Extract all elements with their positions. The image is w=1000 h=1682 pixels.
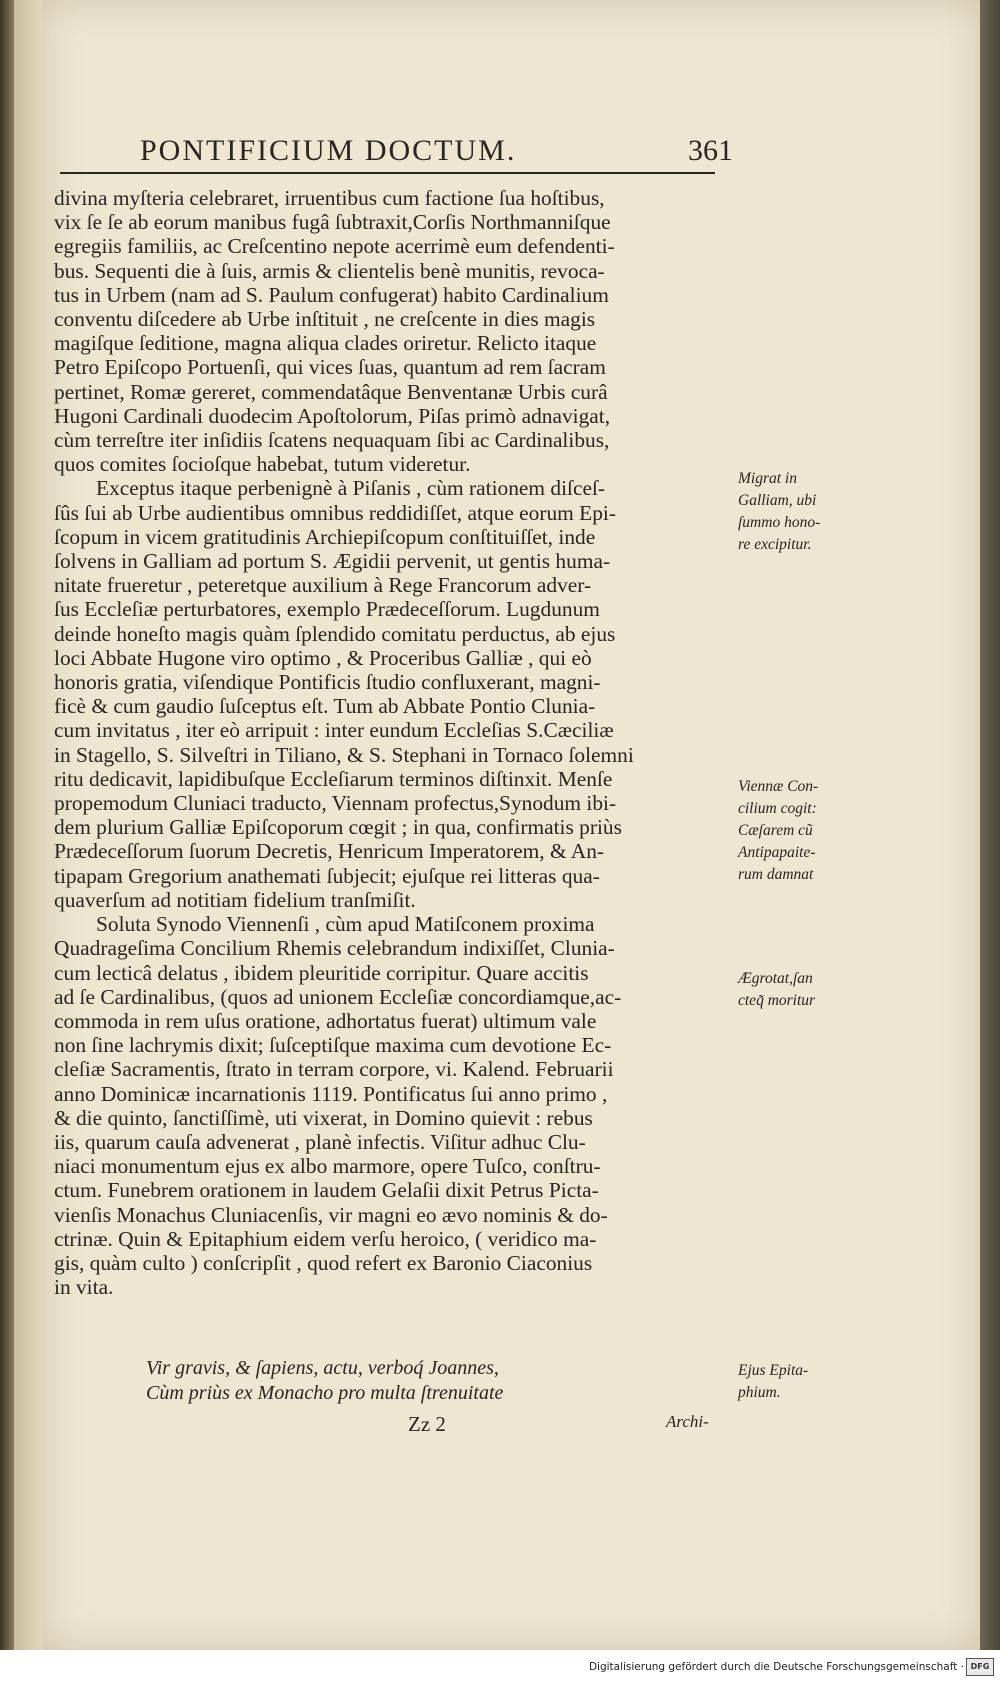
margin-note-epitaphium	[738, 1360, 848, 1404]
text-line: pertinet, Romæ gereret, commendatâque Benventanæ Urbis curâ	[54, 379, 608, 404]
text-line: ſus Eccleſiæ perturbatores, exemplo Prædeceſſorum. Lugdunum	[54, 597, 600, 622]
text-line: ficè & cum gaudio ſuſceptus eſt. Tum ab Abbate Pontio Clunia-	[54, 694, 596, 719]
text-line: vix ſe ſe ab eorum manibus fugâ ſubtraxit,Corſis Northmanniſque	[54, 210, 611, 235]
dfg-logo-icon: DFG	[966, 1658, 994, 1676]
catchword: Archi-	[666, 1412, 709, 1431]
text-line: ſûs ſui ab Urbe audientibus omnibus reddidiſſet, atque eorum Epi-	[54, 500, 616, 525]
margin-note-line: phium.	[738, 1384, 781, 1401]
text-line: nitate frueretur , peteretque auxilium à Rege Francorum adver-	[54, 573, 592, 598]
margin-note-line: Antipapaite-	[738, 844, 816, 861]
text-line: niaci monumentum ejus ex albo marmore, opere Tuſco, conſtru-	[54, 1154, 601, 1179]
verse-line: Cùm priùs ex Monacho pro multa ſtrenuitate	[146, 1382, 504, 1404]
epitaph-verse	[146, 1356, 706, 1406]
book-spine-shadow	[0, 0, 14, 1650]
text-line: cum lecticâ delatus , ibidem pleuritide corripitur. Quare accitis	[54, 960, 589, 985]
margin-note-line: Cæſarem cũ	[738, 822, 813, 839]
margin-note-viennae	[738, 776, 848, 886]
text-line: iis, quarum cauſa advenerat , planè infectis. Viſitur adhuc Clu-	[54, 1129, 586, 1154]
margin-note-line: cilium cogit:	[738, 800, 817, 817]
margin-note-line: Ejus Epita-	[738, 1362, 809, 1379]
text-line: cùm terreſtre iter inſidiis ſcatens nequaquam ſibi ac Cardinalibus,	[54, 428, 610, 453]
margin-note-line: Ægrotat,ſan	[738, 970, 813, 987]
digitization-credit: Digitalisierung gefördert durch die Deutsche Forschungsgemeinschaft ·	[588, 1661, 964, 1673]
margin-note-migrat	[738, 468, 848, 556]
text-line: ſcopum in vicem gratitudinis Archiepiſcopum conſtituiſſet, inde	[54, 524, 596, 549]
text-line: Exceptus itaque perbenignè à Piſanis , cùm rationem diſceſ-	[96, 476, 606, 501]
signature-mark: Zz 2	[408, 1412, 446, 1436]
text-line: & die quinto, ſanctiſſimè, uti vixerat, in Domino quievit : rebus	[54, 1105, 593, 1130]
text-line: propemodum Cluniaci traducto, Viennam profectus,Synodum ibi-	[54, 791, 617, 816]
text-line: Prædeceſſorum ſuorum Decretis, Henricum Imperatorem, & An-	[54, 839, 605, 864]
text-line: dem plurium Galliæ Epiſcoporum cœgit ; in qua, confirmatis priùs	[54, 815, 622, 840]
text-line: ctrinæ. Quin & Epitaphium eidem verſu heroico, ( veridico ma-	[54, 1226, 597, 1251]
text-line: conventu diſcedere ab Urbe inſtituit , ne creſcente in dies magis	[54, 307, 596, 332]
text-line: in Stagello, S. Silveſtri in Tiliano, & S. Stephani in Tornaco ſolemni	[54, 742, 634, 767]
margin-note-line: re excipitur.	[738, 536, 812, 553]
text-line: ctum. Funebrem orationem in laudem Gelaſii dixit Petrus Picta-	[54, 1178, 599, 1203]
text-line: tipapam Gregorium anathemati ſubjecit; ejuſque rei litteras qua-	[54, 863, 600, 888]
margin-note-aegrotat	[738, 968, 848, 1012]
margin-note-line: rum damnat	[738, 866, 814, 883]
text-line: Hugoni Cardinali duodecim Apoſtolorum, Piſas primò adnavigat,	[54, 403, 611, 428]
text-line: tus in Urbem (nam ad S. Paulum confugerat) habito Cardinalium	[54, 282, 609, 307]
verse-line: Vir gravis, & ſapiens, actu, verboq́ Joannes,	[146, 1357, 499, 1379]
text-line: Petro Epiſcopo Portuenſi, qui vices ſuas, quantum ad rem ſacram	[54, 355, 606, 380]
text-line: quaverſum ad notitiam fidelium tranſmiſit.	[54, 887, 416, 912]
text-line: ritu dedicavit, lapidibuſque Eccleſiarum terminos diſtinxit. Menſe	[54, 766, 613, 791]
text-line: Quadrageſima Concilium Rhemis celebrandum indixiſſet, Clunia-	[54, 936, 615, 961]
text-line: quos comites ſocioſque habebat, tutum videretur.	[54, 452, 471, 477]
margin-note-line: ſummo hono-	[738, 514, 821, 531]
text-line: vienſis Monachus Cluniacenſis, vir magni eo ævo nominis & do-	[54, 1202, 608, 1227]
text-line: divina myſteria celebraret, irruentibus cum factione ſua hoſtibus,	[54, 186, 605, 210]
page-number: 361	[688, 134, 733, 167]
text-line: egregiis familiis, ac Creſcentino nepote acerrimè eum defendenti-	[54, 234, 615, 259]
margin-note-line: cteq̃ moritur	[738, 992, 816, 1009]
header-rule	[60, 172, 715, 174]
main-text-block	[54, 186, 729, 1299]
text-line: commoda in rem uſus oratione, adhortatus fuerat) ultimum vale	[54, 1008, 597, 1033]
text-line: anno Dominicæ incarnationis 1119. Pontificatus ſui anno primo ,	[54, 1081, 608, 1106]
text-line: in vita.	[54, 1275, 114, 1300]
previous-page-edge	[14, 0, 42, 1650]
running-title: PONTIFICIUM DOCTUM.	[140, 134, 517, 167]
text-line: deinde honeſto magis quàm ſplendido comitatu perductus, ab ejus	[54, 621, 616, 646]
text-line: ſolvens in Galliam ad portum S. Ægidii pervenit, ut gentis huma-	[54, 549, 611, 574]
text-line: Soluta Synodo Viennenſi , cùm apud Matiſconem proxima	[96, 912, 595, 937]
text-line: ad ſe Cardinalibus, (quos ad unionem Eccleſiæ concordiamque,ac-	[54, 984, 622, 1009]
text-line: cum invitatus , iter eò arripuit : inter eundum Eccleſias S.Cæciliæ	[54, 718, 614, 743]
text-line: cleſiæ Sacramentis, ſtrato in terram corpore, vi. Kalend. Februarii	[54, 1057, 614, 1082]
text-line: honoris gratia, viſendique Pontificis ſtudio confluxerant, magni-	[54, 670, 601, 695]
text-line: magiſque ſeditione, magna aliqua clades oriretur. Relicto itaque	[54, 331, 597, 356]
margin-note-line: Migrat in	[738, 470, 797, 487]
text-line: loci Abbate Hugone viro optimo , & Proceribus Galliæ , qui eò	[54, 645, 592, 670]
text-line: bus. Sequenti die à ſuis, armis & clientelis benè munitis, revoca-	[54, 258, 605, 283]
text-line: non ſine lachrymis dixit; ſuſceptiſque maxima cum devotione Ec-	[54, 1033, 612, 1058]
margin-note-line: Viennæ Con-	[738, 778, 819, 795]
margin-note-line: Galliam, ubi	[738, 492, 817, 509]
text-line: gis, quàm culto ) conſcripſit , quod refert ex Baronio Ciaconius	[54, 1250, 593, 1275]
page-edge-right	[980, 0, 1000, 1650]
